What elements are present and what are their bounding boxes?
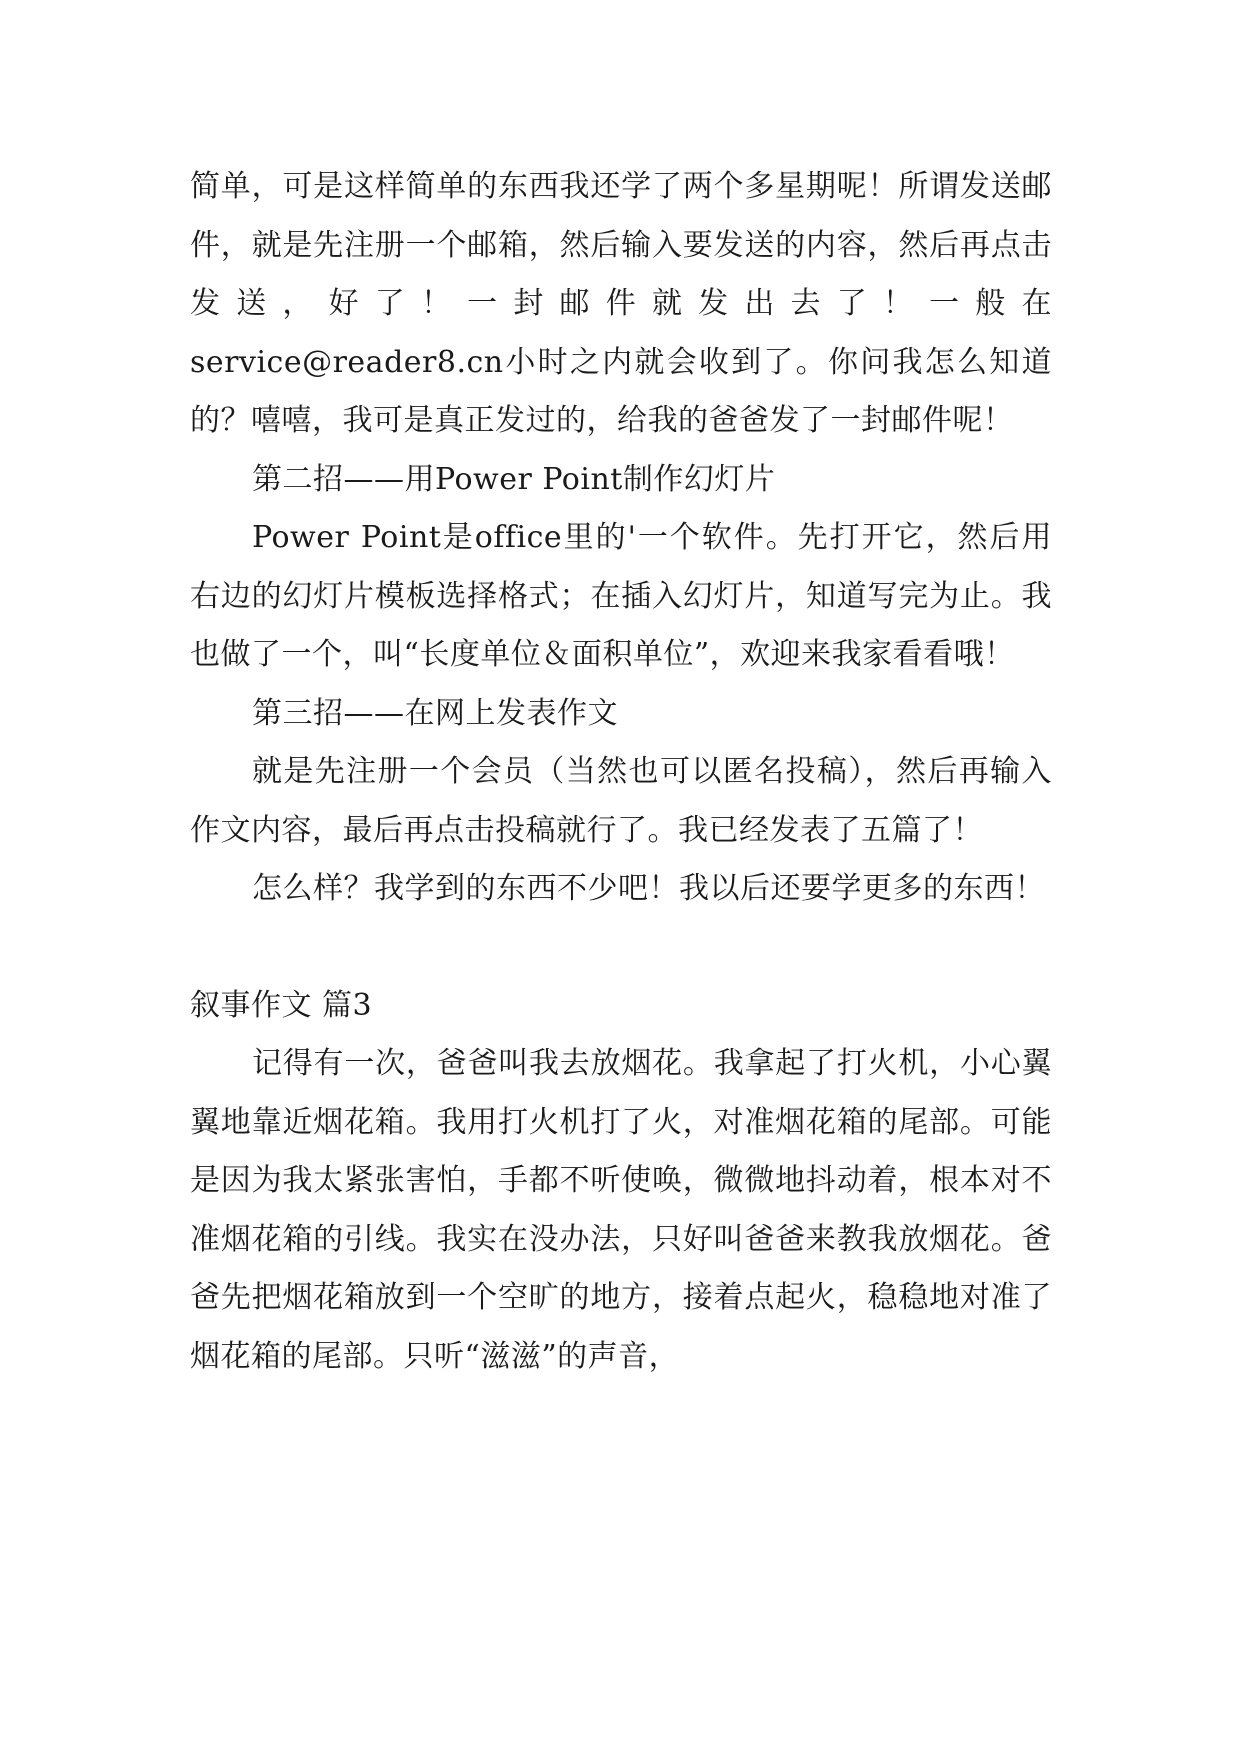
subheading-second-trick: 第二招——用Power Point制作幻灯片 bbox=[252, 461, 776, 497]
document-body bbox=[190, 158, 1052, 1386]
paragraph-publish-essay: 就是先注册一个会员（当然也可以匿名投稿），然后再输入作文内容，最后再点击投稿就行了。我已经发表了五篇了！ bbox=[190, 754, 1052, 848]
section-title: 叙事作文 篇3 bbox=[190, 987, 373, 1023]
paragraph-fireworks: 记得有一次，爸爸叫我去放烟花。我拿起了打火机，小心翼翼地靠近烟花箱。我用打火机打了火，对准烟花箱的尾部。可能是因为我太紧张害怕，手都不听使唤，微微地抖动着，根本对不准烟花箱的引线。我实在没办法，只好叫爸爸来教我放烟花。爸爸先把烟花箱放到一个空旷的地方，接着点起火，稳稳地对准了烟花箱的尾部。只听“滋滋”的声音， bbox=[190, 1046, 1052, 1374]
paragraph-conclusion: 怎么样？我学到的东西不少吧！我以后还要学更多的东西！ bbox=[252, 871, 1045, 906]
paragraph-email: 简单，可是这样简单的东西我还学了两个多星期呢！所谓发送邮件，就是先注册一个邮箱，然后输入要发送的内容，然后再点击发送，好了！一封邮件就发出去了！一般在service@reader8.cn小时之内就会收到了。你问我怎么知道的？嘻嘻，我可是真正发过的，给我的爸爸发了一封邮件呢！ bbox=[190, 169, 1052, 438]
paragraph-powerpoint: Power Point是office里的'一个软件。先打开它，然后用右边的幻灯片模板选择格式；在插入幻灯片，知道写完为止。我也做了一个，叫“长度单位＆面积单位”，欢迎来我家看看哦！ bbox=[190, 520, 1052, 672]
subheading-third-trick: 第三招——在网上发表作文 bbox=[252, 695, 618, 731]
